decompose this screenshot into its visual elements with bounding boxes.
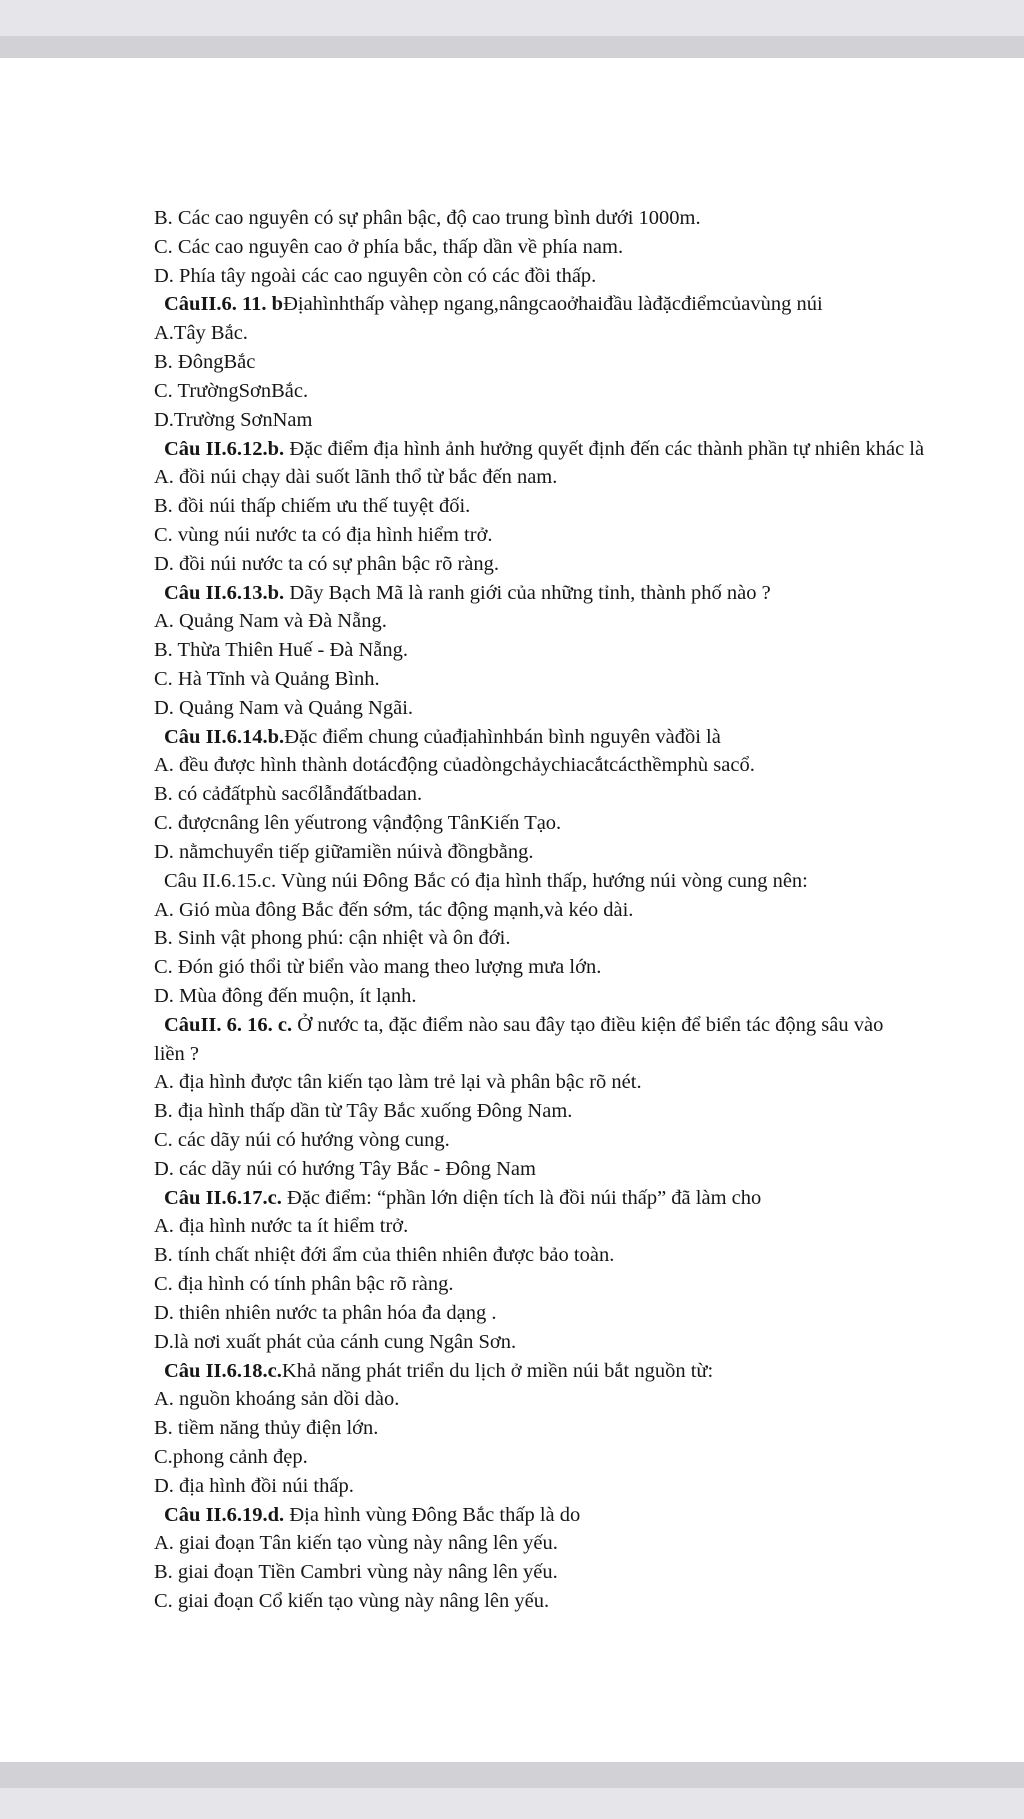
option-line: D. Phía tây ngoài các cao nguyên còn có các đồi thấp. — [154, 264, 597, 287]
option-line: C. TrườngSơnBắc. — [154, 379, 309, 402]
question-line — [154, 579, 1024, 608]
question-line — [154, 1011, 1024, 1040]
option-line: B. Các cao nguyên có sự phân bậc, độ cao trung bình dưới 1000m. — [154, 207, 701, 229]
option-line: B. tính chất nhiệt đới ẩm của thiên nhiên được bảo toàn. — [154, 1244, 615, 1267]
question-text: Khả năng phát triển du lịch ở miền núi bắt nguồn từ: — [281, 1359, 714, 1382]
option-line: A.Tây Bắc. — [154, 322, 248, 345]
option-line: C.phong cảnh đẹp. — [154, 1445, 308, 1468]
option-line: A. Quảng Nam và Đà Nẵng. — [154, 610, 387, 633]
question-text: Dãy Bạch Mã là ranh giới của những tỉnh, thành phố nào ? — [284, 581, 771, 604]
question-text: Đặc điểm: “phần lớn diện tích là đồi núi thấp” đã làm cho — [281, 1186, 762, 1209]
question-text: Địa hình vùng Đông Bắc thấp là do — [284, 1503, 581, 1526]
question-text: Đặc điểm chung củađịahìnhbán bình nguyên vàđồi là — [284, 725, 721, 748]
option-line: B. Sinh vật phong phú: cận nhiệt và ôn đới. — [154, 927, 511, 950]
option-line: D.Trường SơnNam — [154, 408, 313, 431]
question-line: Câu II.6.15.c. Vùng núi Đông Bắc có địa hình thấp, hướng núi vòng cung nên: — [164, 869, 808, 892]
option-line: C. Hà Tĩnh và Quảng Bình. — [154, 668, 380, 690]
option-line: A. đều được hình thành dotácđộng củadòngchảychiacắtcácthềmphù sacổ. — [154, 754, 755, 777]
question-number: Câu II.6.18.c. — [164, 1359, 282, 1382]
question-line — [154, 1357, 1024, 1386]
question-text: Địahìnhthấp vàhẹp ngang,nângcaoởhaiđầu làđặcđiểmcủavùng núi — [283, 293, 823, 316]
option-line: D. các dãy núi có hướng Tây Bắc - Đông Nam — [154, 1157, 536, 1180]
question-number: Câu II.6.13.b. — [164, 581, 285, 604]
question-number: Câu II.6.17.c. — [164, 1186, 282, 1209]
option-line: B. đồi núi thấp chiếm ưu thế tuyệt đối. — [154, 495, 471, 518]
option-line: B. tiềm năng thủy điện lớn. — [154, 1417, 379, 1440]
option-line: D. thiên nhiên nước ta phân hóa đa dạng . — [154, 1301, 497, 1324]
option-line: A. đồi núi chạy dài suốt lãnh thổ từ bắc đến nam. — [154, 466, 558, 489]
option-line: A. Gió mùa đông Bắc đến sớm, tác động mạnh,và kéo dài. — [154, 898, 634, 921]
question-line — [154, 723, 1024, 752]
document-body — [154, 204, 1024, 1616]
bottom-shadow-band — [0, 1762, 1024, 1788]
question-continuation: liền ? — [154, 1042, 199, 1065]
option-line: C. Các cao nguyên cao ở phía bắc, thấp dần về phía nam. — [154, 235, 624, 258]
top-shadow-band — [0, 36, 1024, 58]
option-line: B. ĐôngBắc — [154, 351, 256, 374]
option-line: A. địa hình được tân kiến tạo làm trẻ lại và phân bậc rõ nét. — [154, 1071, 642, 1094]
question-number: CâuII.6. 11. b — [164, 293, 284, 316]
question-text: Đặc điểm địa hình ảnh hưởng quyết định đến các thành phần tự nhiên khác là — [284, 437, 925, 460]
option-line: D. Quảng Nam và Quảng Ngãi. — [154, 696, 414, 719]
question-line — [154, 290, 1024, 319]
option-line: A. nguồn khoáng sản dồi dào. — [154, 1388, 400, 1411]
option-line: D. Mùa đông đến muộn, ít lạnh. — [154, 984, 417, 1007]
option-line: B. có cảđấtphù sacổlẫnđấtbadan. — [154, 783, 423, 806]
paper-sheet — [0, 58, 1024, 1762]
question-number: Câu II.6.19.d. — [164, 1503, 285, 1526]
option-line: C. giai đoạn Cổ kiến tạo vùng này nâng lên yếu. — [154, 1590, 550, 1612]
option-line: D.là nơi xuất phát của cánh cung Ngân Sơn. — [154, 1330, 517, 1353]
question-line — [154, 1501, 1024, 1530]
option-line: C. đượcnâng lên yếutrong vậnđộng TânKiến Tạo. — [154, 812, 562, 835]
option-line: D. nằmchuyển tiếp giữamiền núivà đồngbằng. — [154, 840, 534, 863]
option-line: D. địa hình đồi núi thấp. — [154, 1474, 354, 1497]
question-line — [154, 435, 1024, 464]
option-line: B. Thừa Thiên Huế - Đà Nẵng. — [154, 639, 409, 662]
option-line: C. Đón gió thổi từ biển vào mang theo lượng mưa lớn. — [154, 956, 602, 979]
option-line: C. địa hình có tính phân bậc rõ ràng. — [154, 1273, 454, 1296]
option-line: C. các dãy núi có hướng vòng cung. — [154, 1129, 450, 1151]
question-number: Câu II.6.14.b. — [164, 725, 285, 748]
question-line — [154, 1184, 1024, 1213]
option-line: D. đồi núi nước ta có sự phân bậc rõ ràng. — [154, 552, 500, 575]
question-text: Ở nước ta, đặc điểm nào sau đây tạo điều kiện để biển tác động sâu vào — [292, 1013, 884, 1036]
option-line: A. địa hình nước ta ít hiểm trở. — [154, 1215, 409, 1238]
option-line: C. vùng núi nước ta có địa hình hiểm trở. — [154, 523, 493, 546]
option-line: A. giai đoạn Tân kiến tạo vùng này nâng lên yếu. — [154, 1532, 558, 1555]
option-line: B. địa hình thấp dần từ Tây Bắc xuống Đông Nam. — [154, 1100, 573, 1123]
question-number: Câu II.6.12.b. — [164, 437, 285, 460]
question-number: CâuII. 6. 16. c. — [164, 1013, 293, 1036]
option-line: B. giai đoạn Tiền Cambri vùng này nâng lên yếu. — [154, 1561, 558, 1584]
